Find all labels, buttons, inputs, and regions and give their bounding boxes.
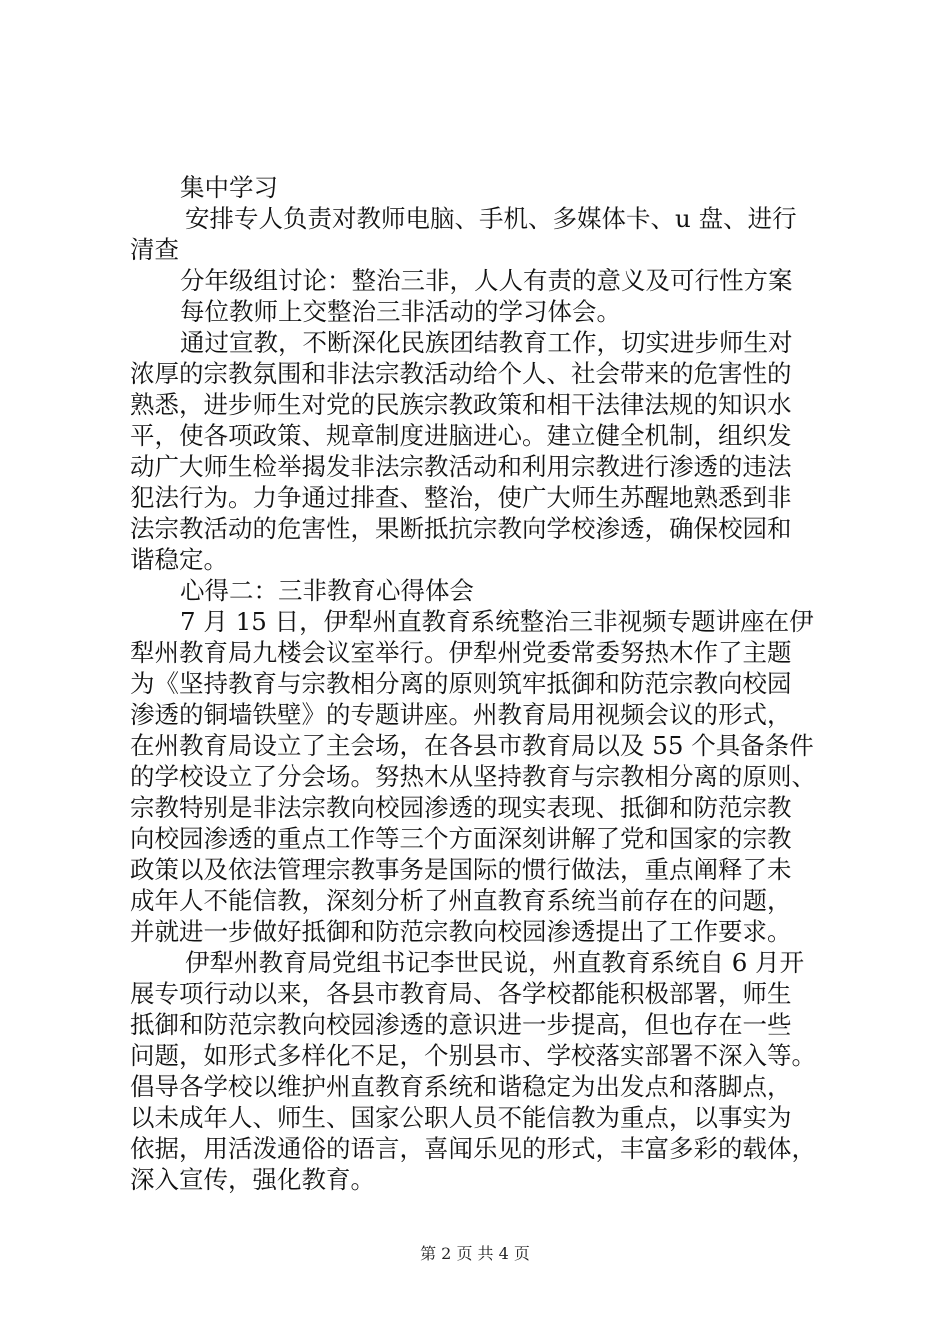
text-line: 犁州教育局九楼会议室举行。伊犁州党委常委努热木作了主题 <box>130 638 792 667</box>
text-line: 分年级组讨论：整治三非，人人有责的意义及可行性方案 <box>180 266 793 295</box>
text-line: 政策以及依法管理宗教事务是国际的惯行做法，重点阐释了未 <box>130 855 792 884</box>
text-line: 清查 <box>130 235 179 264</box>
text-line: 依据，用活泼通俗的语言，喜闻乐见的形式，丰富多彩的载体， <box>130 1134 816 1163</box>
text-line: 浓厚的宗教氛围和非法宗教活动给个人、社会带来的危害性的 <box>130 359 792 388</box>
text-line: 倡导各学校以维护州直教育系统和谐稳定为出发点和落脚点， <box>130 1072 792 1101</box>
text-line: 伊犁州教育局党组书记李世民说，州直教育系统自 6 月开 <box>185 948 805 977</box>
text-line: 平，使各项政策、规章制度进脑进心。建立健全机制，组织发 <box>130 421 792 450</box>
text-line: 成年人不能信教，深刻分析了州直教育系统当前存在的问题， <box>130 886 792 915</box>
text-line: 的学校设立了分会场。努热木从坚持教育与宗教相分离的原则、 <box>130 762 816 791</box>
text-line: 在州教育局设立了主会场，在各县市教育局以及 55 个具备条件 <box>130 731 814 760</box>
text-line: 法宗教活动的危害性，果断抵抗宗教向学校渗透，确保校园和 <box>130 514 792 543</box>
text-line: 7 月 15 日，伊犁州直教育系统整治三非视频专题讲座在伊 <box>180 607 814 636</box>
text-line: 安排专人负责对教师电脑、手机、多媒体卡、u 盘、进行 <box>185 204 797 233</box>
text-line: 向校园渗透的重点工作等三个方面深刻讲解了党和国家的宗教 <box>130 824 792 853</box>
text-line: 动广大师生检举揭发非法宗教活动和利用宗教进行渗透的违法 <box>130 452 792 481</box>
text-line: 熟悉，进步师生对党的民族宗教政策和相干法律法规的知识水 <box>130 390 792 419</box>
text-line: 犯法行为。力争通过排查、整治，使广大师生苏醒地熟悉到非 <box>130 483 792 512</box>
text-line: 通过宣教，不断深化民族团结教育工作，切实进步师生对 <box>180 328 793 357</box>
text-line: 深入宣传，强化教育。 <box>130 1165 375 1194</box>
text-line: 展专项行动以来，各县市教育局、各学校都能积极部署，师生 <box>130 979 792 1008</box>
text-line: 渗透的铜墙铁壁》的专题讲座。州教育局用视频会议的形式， <box>130 700 792 729</box>
text-line: 集中学习 <box>180 173 278 202</box>
text-line: 为《坚持教育与宗教相分离的原则筑牢抵御和防范宗教向校园 <box>130 669 792 698</box>
text-line: 抵御和防范宗教向校园渗透的意识进一步提高，但也存在一些 <box>130 1010 792 1039</box>
page-footer: 第 2 页 共 4 页 <box>420 1244 530 1263</box>
section-heading: 心得二：三非教育心得体会 <box>180 576 474 605</box>
text-line: 问题，如形式多样化不足，个别县市、学校落实部署不深入等。 <box>130 1041 816 1070</box>
text-line: 宗教特别是非法宗教向校园渗透的现实表现、抵御和防范宗教 <box>130 793 792 822</box>
text-line: 每位教师上交整治三非活动的学习体会。 <box>180 297 621 326</box>
text-line: 谐稳定。 <box>130 545 228 574</box>
text-line: 并就进一步做好抵御和防范宗教向校园渗透提出了工作要求。 <box>130 917 792 946</box>
text-line: 以未成年人、师生、国家公职人员不能信教为重点，以事实为 <box>130 1103 792 1132</box>
document-body <box>130 172 832 1195</box>
